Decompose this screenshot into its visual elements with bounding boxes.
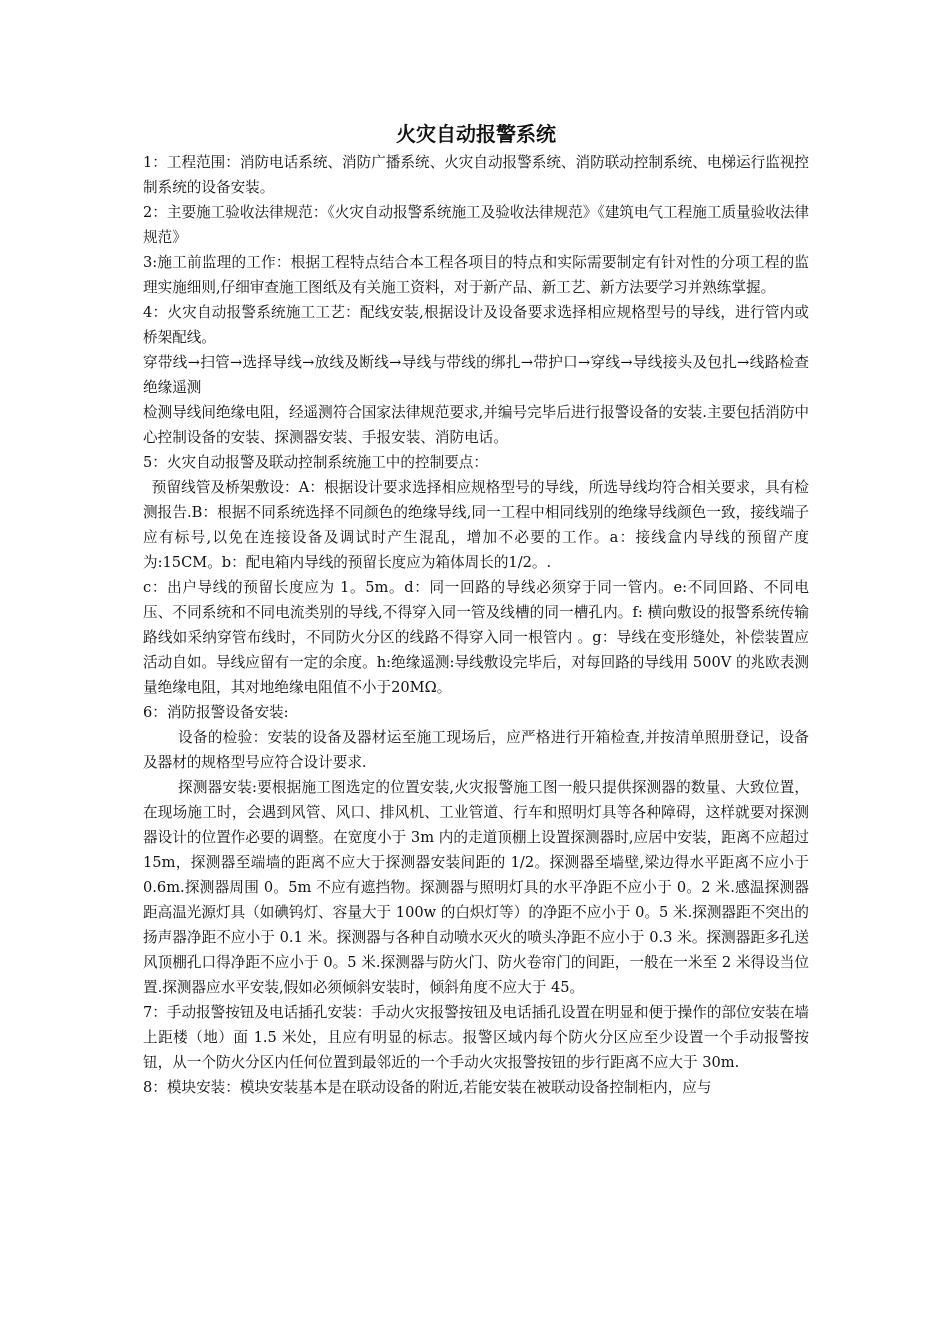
- paragraph-process-flow: 穿带线→扫管→选择导线→放线及断线→导线与带线的绑扎→带护口→穿线→导线接头及包扎→线路检查绝缘遥测: [143, 354, 809, 396]
- paragraph-4: 4：火灾自动报警系统施工工艺：配线安装,根据设计及设备要求选择相应规格型号的导线，进行管内或桥架配线。: [143, 304, 809, 346]
- paragraph-1: 1：工程范围：消防电话系统、消防广播系统、火灾自动报警系统、消防联动控制系统、电梯运行监视控制系统的设备安装。: [143, 154, 810, 196]
- paragraph-5: 5：火灾自动报警及联动控制系统施工中的控制要点：: [143, 454, 488, 471]
- page-title: 火灾自动报警系统: [396, 122, 556, 146]
- paragraph-equipment-inspection: 设备的检验：安装的设备及器材运至施工现场后，应严格进行开箱检查,并按清单照册登记，设备及器材的规格型号应符合设计要求.: [143, 729, 809, 771]
- paragraph-insulation-test: 检测导线间绝缘电阻，经遥测符合国家法律规范要求,并编号完毕后进行报警设备的安装.主要包括消防中心控制设备的安装、探测器安装、手报安装、消防电话。: [143, 404, 810, 446]
- paragraph-8: 8：模块安装：模块安装基本是在联动设备的附近,若能安装在被联动设备控制柜内，应与: [143, 1079, 712, 1096]
- paragraph-3: 3:施工前监理的工作：根据工程特点结合本工程各项目的特点和实际需要制定有针对性的分项工程的监理实施细则,仔细审查施工图纸及有关施工资料，对于新产品、新工艺、新方法要学习并熟练掌握。: [143, 254, 809, 296]
- paragraph-wire-rules: c：出户导线的预留长度应为 1。5m。d：同一回路的导线必须穿于同一管内。e:不同回路、不同电压、不同系统和不同电流类别的导线,不得穿入同一管及线槽的同一槽孔内。f: 横向敷设的报警系统传输路线如采纳穿管布线时，不同防火分区的线路不得穿入同一根管内 。g：导线在变形缝处，补偿装置应活动自如。导线应留有一定的余度。h:绝缘遥测:导线敷设完毕后，对每回路的导线用 500V 的兆欧表测量绝缘电阻，其对地绝缘电阻值不小于20MΩ。: [143, 579, 809, 696]
- paragraph-6: 6：消防报警设备安装:: [143, 704, 289, 721]
- paragraph-2: 2：主要施工验收法律规范：《火灾自动报警系统施工及验收法律规范》《建筑电气工程施工质量验收法律规范》: [143, 204, 810, 246]
- paragraph-conduit-laying: 预留线管及桥架敷设：A：根据设计要求选择相应规格型号的导线，所选导线均符合相关要求，具有检测报告.B：根据不同系统选择不同颜色的绝缘导线,同一工程中相同线别的绝缘导线颜色一致，接线端子应有标号,以免在连接设备及调试时产生混乱，增加不必要的工作。a：接线盒内导线的预留产度为:15CM。b：配电箱内导线的预留长度应为箱体周长的1/2。.: [143, 479, 809, 571]
- document-page: [143, 120, 809, 1100]
- paragraph-detector-install: 探测器安装:要根据施工图选定的位置安装,火灾报警施工图一般只提供探测器的数量、大致位置，在现场施工时，会遇到风管、风口、排风机、工业管道、行车和照明灯具等各种障碍，这样就要对探测器设计的位置作必要的调整。在宽度小于 3m 内的走道顶棚上设置探测器时,应居中安装，距离不应超过 15m，探测器至端墙的距离不应大于探测器安装间距的 1/2。探测器至墙壁,梁边得水平距离不应小于 0.6m.探测器周围 0。5m 不应有遮挡物。探测器与照明灯具的水平净距不应小于 0。2 米.感温探测器距高温光源灯具（如碘钨灯、容量大于 100w 的白炽灯等）的净距不应小于 0。5 米.探测器距不突出的扬声器净距不应小于 0.1 米。探测器与各种自动喷水灭火的喷头净距不应小于 0.3 米。探测器距多孔送风顶棚孔口得净距不应小于 0。5 米.探测器与防火门、防火卷帘门的间距，一般在一米至 2 米得设当位置.探测器应水平安装,假如必须倾斜安装时，倾斜角度不应大于 45。: [143, 779, 809, 996]
- paragraph-7: 7：手动报警按钮及电话插孔安装：手动火灾报警按钮及电话插孔设置在明显和便于操作的部位安装在墙上距楼（地）面 1.5 米处，且应有明显的标志。报警区域内每个防火分区应至少设置一个手动报警按钮，从一个防火分区内任何位置到最邻近的一个手动火灾报警按钮的步行距离不应大于 30m.: [143, 1004, 810, 1071]
